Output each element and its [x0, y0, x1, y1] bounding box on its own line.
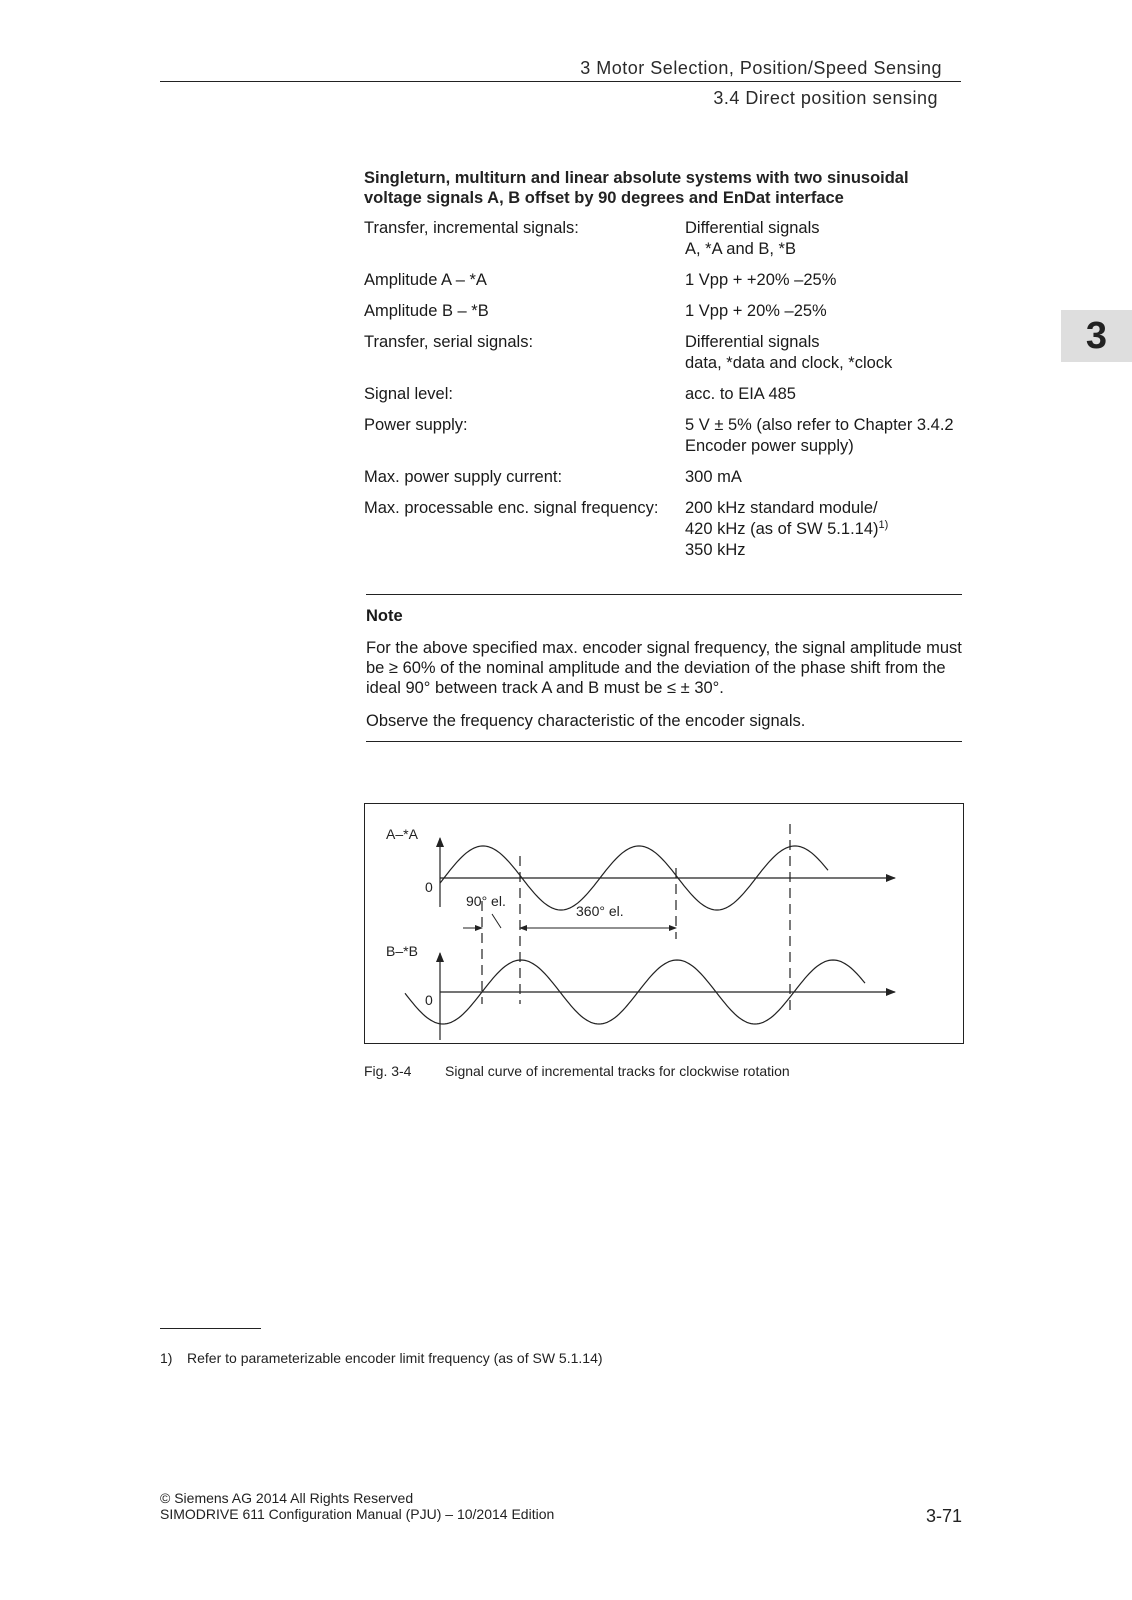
note-heading: Note [366, 607, 403, 625]
spec-value [685, 332, 964, 384]
label-zero-a: 0 [425, 879, 433, 895]
footer-copyright: © Siemens AG 2014 All Rights Reserved [160, 1490, 414, 1506]
spec-value-line: acc. to EIA 485 [685, 385, 796, 403]
label-b: B–*B [386, 943, 418, 959]
section-title: Singleturn, multiturn and linear absolute systems with two sinusoidal voltage signals A, B offset by 90 degrees and EnDat interface [364, 169, 909, 207]
spec-value-line: 420 kHz (as of SW 5.1.14)$^{1)}$ [685, 519, 889, 538]
spec-row [364, 332, 964, 384]
spec-row [364, 467, 964, 498]
note-rule-bottom [366, 741, 962, 742]
figure-caption-text: Signal curve of incremental tracks for clockwise rotation [445, 1063, 790, 1079]
header-section: 3.4 Direct position sensing [713, 88, 938, 108]
spec-value-line: 5 V ± 5% (also refer to Chapter 3.4.2 [685, 416, 954, 434]
spec-value-line: 1 Vpp + +20% –25% [685, 271, 837, 289]
spec-value-line: data, *data and clock, *clock [685, 354, 893, 372]
spec-value [685, 270, 964, 301]
chapter-tab: 3 [1061, 310, 1132, 362]
note-rule-top [366, 594, 962, 595]
spec-label: Max. power supply current: [364, 468, 563, 486]
signal-figure [364, 803, 964, 1044]
spec-label: Signal level: [364, 385, 453, 403]
phase-label-leader [492, 914, 501, 928]
spec-value [685, 498, 964, 571]
spec-row [364, 301, 964, 332]
spec-value-line: 200 kHz standard module/ [685, 499, 878, 517]
label-zero-b: 0 [425, 992, 433, 1008]
spec-label: Amplitude A – *A [364, 271, 487, 289]
spec-value-line: Differential signals [685, 333, 820, 351]
spec-row [364, 415, 964, 467]
footnote [160, 1350, 603, 1366]
header-chapter: 3 Motor Selection, Position/Speed Sensing [580, 58, 942, 78]
label-period: 360° el. [576, 903, 624, 919]
spec-label: Transfer, incremental signals: [364, 219, 579, 237]
spec-value [685, 301, 964, 332]
footnote-ref: 1) [878, 519, 889, 531]
figure-caption [364, 1063, 790, 1079]
spec-value [685, 415, 964, 467]
spec-row [364, 218, 964, 270]
spec-row [364, 498, 964, 571]
spec-label: Transfer, serial signals: [364, 333, 534, 351]
signal-diagram [365, 804, 963, 1043]
spec-value-line: A, *A and B, *B [685, 240, 796, 258]
note-text: For the above specified max. encoder signal frequency, the signal amplitude must be ≥ 60% of the nominal amplitude and the deviation of the phase shift from the ideal 90° between track A and B must be ≤ ± 30°. [366, 639, 962, 697]
footnote-rule [160, 1328, 261, 1329]
footnote-text: Refer to parameterizable encoder limit frequency (as of SW 5.1.14) [187, 1350, 603, 1366]
spec-value-line: Differential signals [685, 219, 820, 237]
note-text-2: Observe the frequency characteristic of the encoder signals. [366, 712, 806, 730]
spec-label: Max. processable enc. signal frequency: [364, 499, 659, 517]
spec-value-line: 300 mA [685, 468, 742, 486]
spec-value-line: Encoder power supply) [685, 437, 854, 455]
spec-label: Amplitude B – *B [364, 302, 489, 320]
spec-value [685, 384, 964, 415]
spec-value [685, 218, 964, 270]
spec-row [364, 270, 964, 301]
page-number: 3-71 [925, 1506, 962, 1526]
spec-value-line: 350 kHz [685, 541, 746, 559]
label-phase: 90° el. [466, 893, 506, 909]
header-rule [160, 81, 961, 82]
spec-value [685, 467, 964, 498]
footnote-marker: 1) [160, 1350, 173, 1366]
figure-caption-number: Fig. 3-4 [364, 1063, 412, 1079]
label-a: A–*A [386, 826, 418, 842]
footer-text [160, 1490, 554, 1522]
spec-row [364, 384, 964, 415]
spec-label: Power supply: [364, 416, 468, 434]
spec-value-line: 1 Vpp + 20% –25% [685, 302, 827, 320]
footer-manual: SIMODRIVE 611 Configuration Manual (PJU) – 10/2014 Edition [160, 1506, 555, 1522]
spec-table [364, 218, 964, 571]
